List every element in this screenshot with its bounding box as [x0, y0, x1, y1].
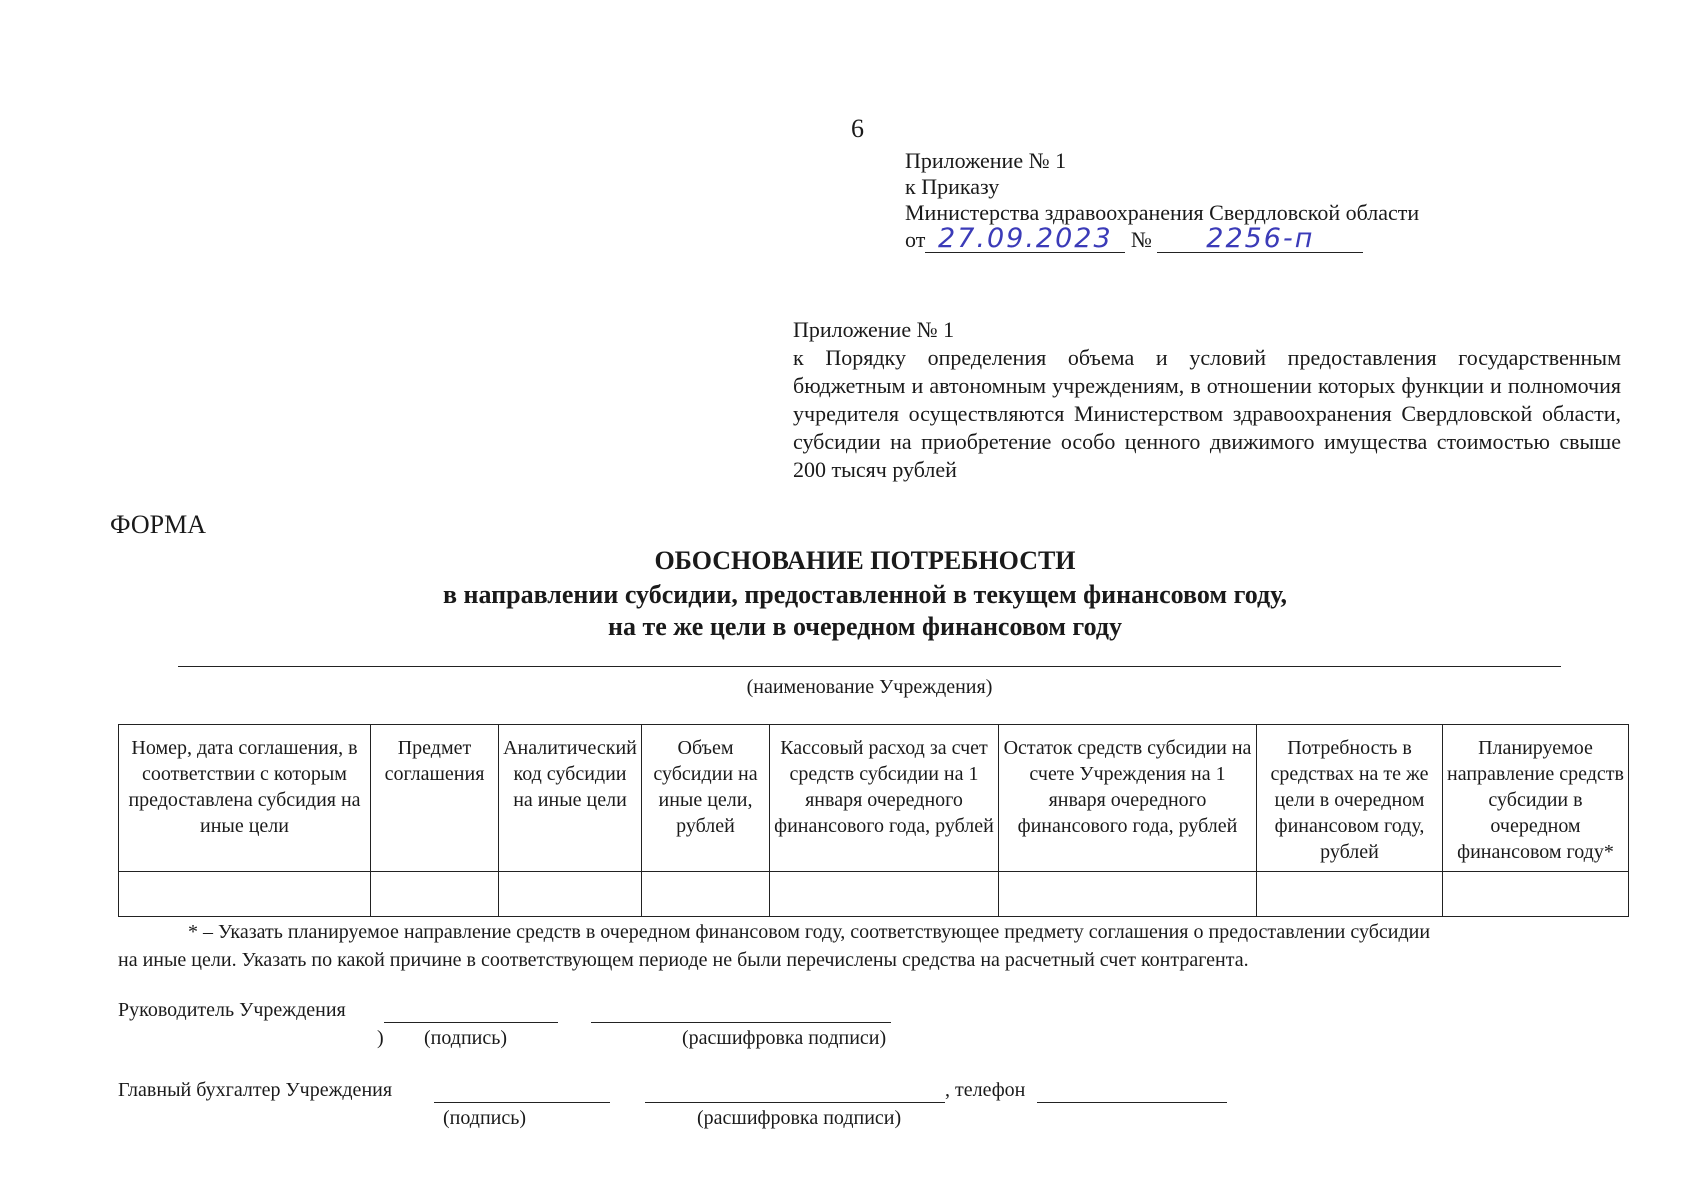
- head-decode-line[interactable]: [591, 1022, 891, 1023]
- table-cell[interactable]: [770, 872, 999, 917]
- head-signature-line[interactable]: [384, 1022, 558, 1023]
- head-signature-caption: (подпись): [424, 1027, 508, 1049]
- table-cell[interactable]: [1443, 872, 1629, 917]
- col-header-cash-expense: Кассовый расход за счет средств субсидии на 1 января очередного финансового года, рублей: [770, 725, 999, 872]
- heading-subtitle-1: в направлении субсидии, предоставленной в текущем финансовом году,: [442, 580, 1288, 609]
- head-paren: ): [377, 1027, 384, 1049]
- accountant-signature-label: Главный бухгалтер Учреждения: [118, 1079, 393, 1101]
- table-cell[interactable]: [499, 872, 642, 917]
- col-header-subject: Предмет соглашения: [371, 725, 499, 872]
- table-cell[interactable]: [1257, 872, 1443, 917]
- phone-line[interactable]: [1037, 1102, 1227, 1103]
- institution-name-field-line: [178, 666, 1561, 667]
- col-header-balance: Остаток средств субсидии на счете Учреждения на 1 января очередного финансового года, рублей: [999, 725, 1257, 872]
- phone-label: , телефон: [945, 1079, 1026, 1101]
- handwritten-order-number: 2256-п: [1157, 226, 1363, 253]
- order-appendix-title: Приложение № 1: [905, 148, 1067, 173]
- procedure-appendix-title: Приложение № 1: [793, 317, 955, 342]
- form-label: ФОРМА: [110, 510, 206, 539]
- col-header-agreement: Номер, дата соглашения, в соответствии с которым предоставлена субсидия на иные цели: [119, 725, 371, 872]
- col-header-need: Потребность в средствах на те же цели в очередном финансовом году, рублей: [1257, 725, 1443, 872]
- footnote-line-2: на иные цели. Указать по какой причине в соответствующем периоде не были перечислены средства на расчетный счет контрагента.: [118, 949, 1249, 971]
- head-decode-caption: (расшифровка подписи): [682, 1027, 887, 1049]
- table-cell[interactable]: [999, 872, 1257, 917]
- table-cell[interactable]: [642, 872, 770, 917]
- col-header-subsidy-volume: Объем субсидии на иные цели, рублей: [642, 725, 770, 872]
- page-number: 6: [851, 114, 864, 143]
- accountant-decode-line[interactable]: [645, 1102, 945, 1103]
- col-header-analytic-code: Аналитический код субсидии на иные цели: [499, 725, 642, 872]
- procedure-appendix-text: к Порядку определения объема и условий предоставления государственным бюджетным и автономным учреждениям, в отношении которых функции и полномочия учредителя осуществляются Министерством здравоохранения Свердловской области, субсидии на приобретение особо ценного движимого имущества стоимостью свыше 200 тысяч рублей: [793, 345, 1621, 482]
- order-appendix-block: [905, 148, 1419, 253]
- order-date-number-line: [905, 223, 1419, 254]
- accountant-signature-caption: (подпись): [443, 1107, 527, 1129]
- footnote-line-1: * – Указать планируемое направление средств в очередном финансовом году, соответствующее предмету соглашения о предоставлении субсидии: [188, 921, 1431, 943]
- heading-subtitle-2: на те же цели в очередном финансовом году: [608, 612, 1122, 641]
- table-header-row: [119, 725, 1629, 872]
- table-cell[interactable]: [119, 872, 371, 917]
- number-label: №: [1130, 227, 1152, 252]
- head-signature-label: Руководитель Учреждения: [118, 999, 346, 1021]
- date-label: от: [905, 227, 926, 252]
- col-header-planned-direction: Планируемое направление средств субсидии в очередном финансовом году*: [1443, 725, 1629, 872]
- accountant-signature-line[interactable]: [434, 1102, 610, 1103]
- order-reference: к Приказу: [905, 174, 1000, 199]
- institution-name-caption: (наименование Учреждения): [746, 676, 993, 698]
- accountant-decode-caption: (расшифровка подписи): [697, 1107, 902, 1129]
- ministry-name: Министерства здравоохранения Свердловской области: [905, 200, 1420, 225]
- handwritten-order-date: 27.09.2023: [925, 226, 1125, 253]
- table-cell[interactable]: [371, 872, 499, 917]
- footnote: [118, 918, 1628, 974]
- subsidy-table: [118, 724, 1629, 917]
- procedure-appendix-block: [793, 316, 1621, 484]
- heading-main: ОБОСНОВАНИЕ ПОТРЕБНОСТИ: [654, 546, 1076, 575]
- table-row: [119, 872, 1629, 917]
